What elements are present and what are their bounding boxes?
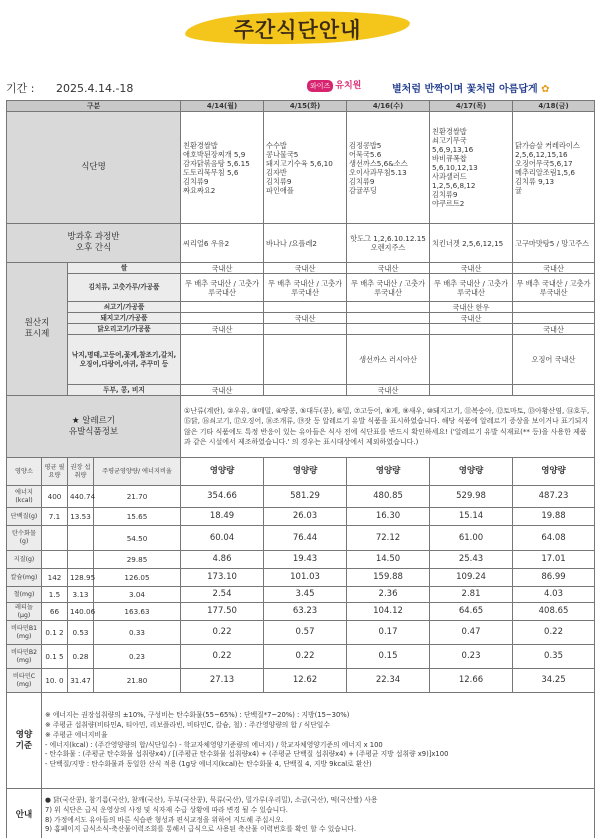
menu-item: 김치류 9,13: [515, 176, 555, 186]
nutrition-header-row: [7, 458, 595, 486]
nutrition-day-header: 영양량: [181, 458, 264, 486]
nutrition-row: [7, 587, 595, 603]
logo-name: 유치원: [335, 81, 362, 91]
origin-cell: 국내산: [264, 313, 347, 324]
nutrient-value: 101.03: [264, 569, 347, 587]
menu-item: 메추리알조림1,5,6: [515, 167, 575, 177]
nutrition-header: 주평균영양량/ 에너지비율: [94, 458, 181, 486]
origin-row: [7, 302, 595, 313]
menu-item: 닭가슴살 커레라이스 2,5,6,12,15,16: [515, 140, 580, 159]
nutrient-week: 0.23: [94, 645, 181, 669]
nutrition-day-header: 영양량: [264, 458, 347, 486]
origin-cell: 국내산: [347, 263, 430, 274]
menu-item: 오이사과무침5.13: [349, 167, 407, 177]
allergy-label: [7, 396, 181, 458]
criteria-line: - 단백질/지방 : 탄수화물과 동일한 산식 적용 (1g당 에너지(kcal)는 탄수화물 4, 단백질 4, 지방 9kcal로 환산): [45, 760, 372, 769]
menu-row: [7, 112, 595, 224]
nutrient-name: 지질(g): [7, 551, 42, 569]
origin-cell: 생선까스 러시아산: [347, 335, 430, 385]
menu-item: 감귤푸딩: [349, 185, 377, 195]
origin-cell: 무 배추 국내산 / 고춧가루국내산: [181, 274, 264, 302]
kindergarten-logo: [307, 78, 361, 92]
notice-line: 7) 위 식단은 급식 운영상의 사정 및 식자재 수급 상황에 따라 변경 될 수 있습니다.: [45, 805, 288, 814]
origin-cell: [264, 385, 347, 396]
nutrition-row: [7, 645, 595, 669]
nutrient-value: 581.29: [264, 486, 347, 508]
origin-cell: [264, 335, 347, 385]
origin-cell: 무 배추 국내산 / 고춧가루국내산: [430, 274, 513, 302]
snack-cell: 바나나 /요플레2: [264, 224, 347, 263]
nutrient-value: 27.13: [181, 669, 264, 693]
nutrient-value: 408.65: [513, 603, 595, 621]
menu-item: 김자반: [266, 167, 287, 177]
menu-item: 오징어무국5,6,17: [515, 158, 573, 168]
menu-item: 김치류9: [349, 176, 375, 186]
origin-cell: [513, 302, 595, 313]
nutrient-value: 159.88: [347, 569, 430, 587]
menu-item: 애호박된장찌개 5,9: [183, 149, 246, 159]
snack-row: [7, 224, 595, 263]
nutrient-value: 0.35: [513, 645, 595, 669]
nutrient-value: 0.22: [513, 621, 595, 645]
title-banner: [185, 8, 410, 48]
nutrient-value: 19.88: [513, 508, 595, 526]
notice-notes: [42, 789, 595, 838]
origin-label: [7, 263, 68, 396]
nutrient-week: 54.50: [94, 526, 181, 551]
nutrition-row: [7, 669, 595, 693]
nutrient-name: 비타민B2 (mg): [7, 645, 42, 669]
nutrition-row: [7, 603, 595, 621]
menu-item: 김치류9: [266, 176, 292, 186]
nutrient-value: 104.12: [347, 603, 430, 621]
nutrient-name: 비타민B1 (mg): [7, 621, 42, 645]
origin-item: 쇠고기/가공품: [68, 302, 181, 313]
menu-cell: [513, 112, 595, 224]
header-day: 4/15(화): [264, 101, 347, 112]
origin-cell: 국내산: [181, 324, 264, 335]
nutrient-value: 529.98: [430, 486, 513, 508]
nutrient-avg: 0.1 5: [42, 645, 68, 669]
nutrient-name: 레티놀(μg): [7, 603, 42, 621]
nutrient-value: 76.44: [264, 526, 347, 551]
origin-row: [7, 335, 595, 385]
origin-cell: [181, 335, 264, 385]
snack-label: [7, 224, 181, 263]
criteria-notes: [42, 693, 595, 789]
nutrient-week: 0.33: [94, 621, 181, 645]
page-title: 주간식단안내: [233, 18, 362, 42]
nutrient-rec: 31.47: [68, 669, 94, 693]
origin-row: [7, 274, 595, 302]
criteria-line: - 탄수화물 : (주평균 탄수화물 섭취량x4) / [(주평균 탄수화물 섭취량x4) + (주평균 단백질 섭취량x4) + (주평균 지방 섭취량 x9)]x100: [45, 750, 449, 759]
menu-cell: [430, 112, 513, 224]
snack-label-line: 오후 간식: [75, 243, 112, 253]
origin-row: [7, 385, 595, 396]
nutrient-value: 0.22: [181, 621, 264, 645]
period-label: 기간 :: [6, 82, 35, 95]
criteria-label-line: 기준: [15, 740, 33, 751]
nutrient-value: 109.24: [430, 569, 513, 587]
menu-item: 감자닭볶음탕 5,6.15: [183, 158, 250, 168]
nutrient-name: 비타민C (mg): [7, 669, 42, 693]
snack-cell: 핫도그 1,2,6.10.12.15 오렌지주스: [347, 224, 430, 263]
menu-item: 귤: [515, 185, 522, 195]
nutrient-rec: 128.95: [68, 569, 94, 587]
criteria-label: [7, 693, 42, 789]
origin-cell: 무 배추 국내산 / 고춧가루국내산: [513, 274, 595, 302]
nutrient-value: 0.15: [347, 645, 430, 669]
nutrient-value: 173.10: [181, 569, 264, 587]
menu-item: 친환경쌀밥: [183, 140, 218, 150]
nutrient-avg: [42, 551, 68, 569]
origin-row: [7, 324, 595, 335]
criteria-line: - 에너지(kcal) : (주간영양량의 합/식단일수) - 학교자체영양기준량의 에너지) / 학교자체영양기준의 에너지 x 100: [45, 740, 383, 749]
nutrient-rec: [68, 551, 94, 569]
nutrient-value: 0.22: [264, 645, 347, 669]
nutrient-week: 21.70: [94, 486, 181, 508]
flower-icon: ✿: [541, 84, 550, 95]
menu-table: [6, 100, 595, 838]
nutrient-avg: 10. 0: [42, 669, 68, 693]
slogan-text: 별처럼 반짝이며 꽃처럼 아름답게: [392, 84, 538, 95]
nutrient-value: 64.08: [513, 526, 595, 551]
menu-item: 생선까스5,6&소스: [349, 158, 408, 168]
nutrient-avg: 1.5: [42, 587, 68, 603]
origin-cell: 국내산: [264, 263, 347, 274]
nutrient-name: 칼슘(mg): [7, 569, 42, 587]
notice-line: 8) 가정에서도 유아들의 바른 식습관 형성과 편식교정을 위하여 지도해 주십시오.: [45, 815, 284, 824]
nutrition-header: 영양소: [7, 458, 42, 486]
menu-cell: [347, 112, 430, 224]
menu-cell: [264, 112, 347, 224]
nutrient-rec: [68, 526, 94, 551]
origin-row: [7, 263, 595, 274]
menu-item: 야쿠르트2: [432, 199, 465, 208]
origin-label-line: 원산지: [24, 318, 50, 329]
nutrient-value: 18.49: [181, 508, 264, 526]
nutrient-value: 86.99: [513, 569, 595, 587]
menu-item: 쇠고기무국 5,6,9,13,16: [432, 136, 474, 154]
nutrient-value: 34.25: [513, 669, 595, 693]
nutrient-avg: [42, 526, 68, 551]
header-category: 구분: [7, 101, 181, 112]
nutrient-rec: 0.28: [68, 645, 94, 669]
nutrient-name: 철(mg): [7, 587, 42, 603]
header-day: 4/18(금): [513, 101, 595, 112]
notice-line: ● 닭(국산콩), 참기름(국산), 참깨(국산), 두부(국산콩), 묵류(국산), 밀가루(우리밀), 소금(국산), 떡(국산쌀) 사용: [45, 795, 378, 804]
nutrient-value: 487.23: [513, 486, 595, 508]
origin-cell: 무 배추 국내산 / 고춧가루국내산: [347, 274, 430, 302]
allergy-info: ①난류(계란), ②우유, ③메밀, ④땅콩, ⑤대두(콩), ⑥밀, ⑦고등어, ⑧게, ⑨새우, ⑩돼지고기, ⑪복숭아, ⑫토마토, ⑬아황산염, ⑭호두, ⑮닭, ⑯쇠고기, ⑰오징어, ⑱조개류, ⑲잣 등 알레르기 유발 식품을 표시하였습니다. 해당 식품에 알레르기 증상을 보이거나 표기되지 않은 기타 식품에도 특정 반응이 있는 유아들은 식사 전에 식단표를 반드시 확인하세요! ('알레르기 유발 식재료(** 등)을 사용한 제품과 같은 시설에서 제조하였습니다.' 의 경우는 표시대상에서 제외하였습니다.): [181, 396, 595, 458]
menu-item: 도토리묵무침 5,6: [183, 167, 239, 177]
slogan: [392, 80, 550, 95]
menu-item: 콩나물국5: [266, 149, 299, 159]
nutrient-value: 4.03: [513, 587, 595, 603]
nutrient-value: 2.81: [430, 587, 513, 603]
nutrition-row: [7, 526, 595, 551]
nutrient-avg: 66: [42, 603, 68, 621]
snack-cell: 치킨너겟 2,5,6,12,15: [430, 224, 513, 263]
nutrient-value: 72.12: [347, 526, 430, 551]
menu-item: 사과샐러드 1,2,5,6,8,12: [432, 172, 476, 190]
nutrient-week: 29.85: [94, 551, 181, 569]
nutrient-week: 15.65: [94, 508, 181, 526]
criteria-line: ※ 주평균 에너지비율: [45, 730, 108, 739]
criteria-line: ※ 에너지는 권장섭취량의 ±10%, 구성비는 탄수화물(55~65%) : 단백질*7~20%) : 지방(15~30%): [45, 710, 350, 719]
menu-item: 검정콩밥5: [349, 140, 382, 150]
menu-item: 수수밥: [266, 140, 287, 150]
origin-cell: 국내산 한우: [430, 302, 513, 313]
nutrient-rec: 13.53: [68, 508, 94, 526]
origin-cell: [181, 302, 264, 313]
nutrient-value: 0.23: [430, 645, 513, 669]
origin-cell: 무 배추 국내산 / 고춧가루국내산: [264, 274, 347, 302]
nutrient-rec: 0.53: [68, 621, 94, 645]
origin-item: 닭오리고기/가공품: [68, 324, 181, 335]
origin-cell: [513, 385, 595, 396]
nutrition-header: 권장 섭취량: [68, 458, 94, 486]
header-day: 4/16(수): [347, 101, 430, 112]
nutrient-value: 60.04: [181, 526, 264, 551]
menu-item: 바비큐폭찹 5,6,10,12,13: [432, 154, 478, 172]
menu-label: 식단명: [7, 112, 181, 224]
snack-label-line: 방과후 과정반: [67, 232, 120, 243]
origin-cell: 국내산: [513, 324, 595, 335]
snack-cell: 고구마맛탕5 / 망고주스: [513, 224, 595, 263]
nutrient-value: 22.34: [347, 669, 430, 693]
nutrition-header: 평균 필요량: [42, 458, 68, 486]
nutrient-value: 19.43: [264, 551, 347, 569]
header-day: 4/17(목): [430, 101, 513, 112]
period: [6, 80, 133, 96]
header-day: 4/14(월): [181, 101, 264, 112]
menu-item: 어묵국5.6: [349, 149, 382, 159]
origin-cell: [347, 302, 430, 313]
nutrient-week: 21.80: [94, 669, 181, 693]
origin-label-line: 표시제: [24, 329, 50, 339]
nutrition-day-header: 영양량: [513, 458, 595, 486]
notice-line: 9) 홈페이지 급식소식-축산물이력조회를 통해서 급식으로 사용된 축산물 이력번호를 확인 할 수 있습니다.: [45, 825, 357, 834]
nutrient-value: 16.30: [347, 508, 430, 526]
allergy-label-line: 유발식품정보: [68, 426, 119, 437]
nutrient-value: 14.50: [347, 551, 430, 569]
origin-cell: [347, 313, 430, 324]
nutrient-value: 25.43: [430, 551, 513, 569]
menu-item: 김치류9: [432, 190, 458, 199]
nutrient-value: 0.22: [181, 645, 264, 669]
nutrient-avg: 142: [42, 569, 68, 587]
nutrient-avg: 0.1 2: [42, 621, 68, 645]
nutrient-rec: 140.06: [68, 603, 94, 621]
origin-cell: 오징어 국내산: [513, 335, 595, 385]
criteria-row: [7, 693, 595, 789]
nutrient-value: 2.36: [347, 587, 430, 603]
nutrient-value: 354.66: [181, 486, 264, 508]
origin-cell: [430, 385, 513, 396]
nutrient-name: 에너지 (kcal): [7, 486, 42, 508]
nutrient-value: 26.03: [264, 508, 347, 526]
nutrient-avg: 7.1: [42, 508, 68, 526]
nutrient-value: 480.85: [347, 486, 430, 508]
nutrient-value: 64.65: [430, 603, 513, 621]
nutrient-value: 2.54: [181, 587, 264, 603]
origin-cell: [347, 324, 430, 335]
nutrient-value: 12.62: [264, 669, 347, 693]
nutrient-avg: 400: [42, 486, 68, 508]
origin-cell: 국내산: [181, 263, 264, 274]
allergy-row: [7, 396, 595, 458]
origin-item: 쌀: [68, 263, 181, 274]
origin-cell: [181, 313, 264, 324]
criteria-line: ※ 주평균 섭취량(비타민A, 티아민, 리보플라빈, 비타민C, 칼슘, 철) : 주간영양량의 합 / 식단일수: [45, 720, 330, 729]
notice-label: 안내: [7, 789, 42, 838]
nutrition-row: [7, 508, 595, 526]
nutrient-value: 177.50: [181, 603, 264, 621]
nutrient-value: 61.00: [430, 526, 513, 551]
nutrient-value: 3.45: [264, 587, 347, 603]
nutrient-rec: 440.74: [68, 486, 94, 508]
nutrient-week: 3.04: [94, 587, 181, 603]
nutrient-value: 12.66: [430, 669, 513, 693]
nutrient-name: 단백질(g): [7, 508, 42, 526]
origin-cell: 국내산: [513, 263, 595, 274]
menu-item: 친환경쌀밥: [432, 127, 467, 136]
nutrient-name: 탄수화물 (g): [7, 526, 42, 551]
nutrient-value: 0.47: [430, 621, 513, 645]
menu-cell: [181, 112, 264, 224]
nutrient-week: 163.63: [94, 603, 181, 621]
menu-item: 파인애플: [266, 185, 294, 195]
nutrient-value: 0.17: [347, 621, 430, 645]
nutrient-value: 4.86: [181, 551, 264, 569]
origin-row: [7, 313, 595, 324]
menu-item: 김치류9: [183, 176, 209, 186]
snack-cell: 씨리얼6 우유2: [181, 224, 264, 263]
origin-cell: [430, 335, 513, 385]
nutrient-value: 15.14: [430, 508, 513, 526]
origin-item: 두부, 콩, 비지: [68, 385, 181, 396]
menu-item: 돼지고기수육 5,6,10: [266, 158, 333, 168]
nutrition-row: [7, 569, 595, 587]
origin-cell: 국내산: [181, 385, 264, 396]
origin-cell: 국내산: [430, 313, 513, 324]
origin-cell: [264, 324, 347, 335]
origin-item: 돼지고기/가공품: [68, 313, 181, 324]
origin-cell: [513, 313, 595, 324]
nutrition-row: [7, 551, 595, 569]
allergy-label-line: ★ 알레르기: [71, 415, 116, 426]
period-value: 2025.4.14.-18: [55, 82, 134, 95]
origin-item: 낙지,명태,고등어,꽃게,참조기,갈치,오징어,다랑어,아귀, 주꾸미 등: [68, 335, 181, 385]
nutrition-row: [7, 621, 595, 645]
logo-badge: 와이즈: [307, 80, 333, 92]
nutrient-value: 0.57: [264, 621, 347, 645]
origin-cell: 국내산: [347, 385, 430, 396]
nutrient-value: 17.01: [513, 551, 595, 569]
header-row: [7, 101, 595, 112]
nutrition-day-header: 영양량: [430, 458, 513, 486]
nutrient-value: 63.23: [264, 603, 347, 621]
criteria-label-line: 영양: [15, 729, 33, 740]
notice-row: [7, 789, 595, 838]
nutrition-day-header: 영양량: [347, 458, 430, 486]
origin-cell: 국내산: [430, 263, 513, 274]
origin-item: 김치류, 고춧가루/가공품: [68, 274, 181, 302]
menu-item: 짜요짜요2: [183, 185, 216, 195]
origin-cell: [264, 302, 347, 313]
nutrient-week: 126.05: [94, 569, 181, 587]
nutrition-row: [7, 486, 595, 508]
origin-cell: [430, 324, 513, 335]
nutrient-rec: 3.13: [68, 587, 94, 603]
